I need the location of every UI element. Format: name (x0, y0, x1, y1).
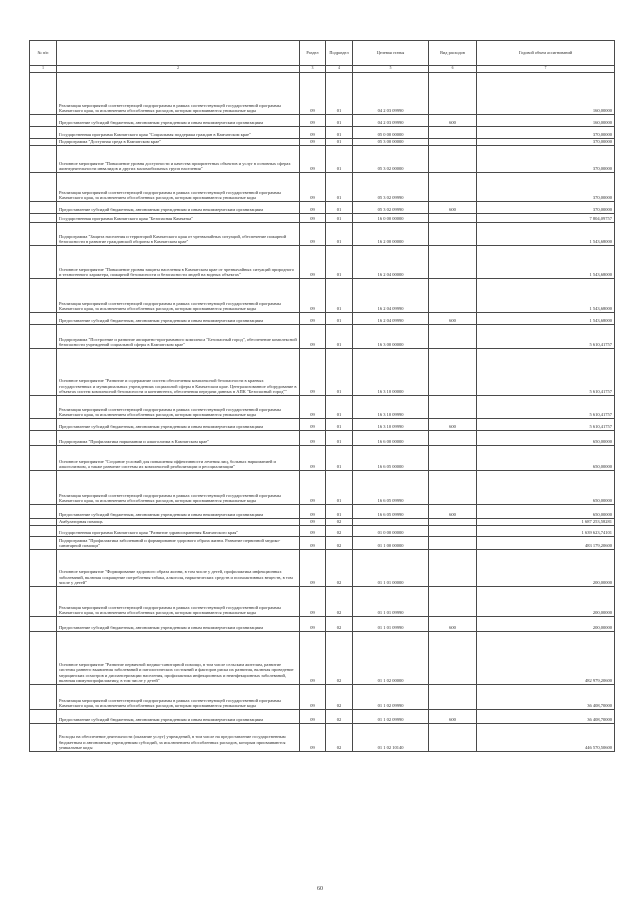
table-body (30, 73, 615, 752)
cell-num (30, 505, 57, 519)
cell-num (30, 446, 57, 471)
cell-target-item: 16 6 05 09990 (353, 471, 429, 505)
cell-expense-type (429, 431, 477, 446)
cell-expense-type: 600 (429, 710, 477, 724)
cell-subsection: 01 (326, 431, 353, 446)
cell-expense-type (429, 724, 477, 752)
table-row (30, 313, 615, 325)
header-target-item: Целевая статья (353, 41, 429, 66)
cell-name: Подпрограмма "Профилактика наркомании и алкоголизма в Камчатском крае" (57, 431, 300, 446)
cell-subsection: 02 (326, 587, 353, 617)
column-number: 6 (429, 66, 477, 73)
cell-subsection: 01 (326, 349, 353, 396)
table-row (30, 223, 615, 246)
cell-name: Основное мероприятие "Повышение уровня защиты населения в Камчатском крае от чрезвычайных ситуаций природного и техногенного характера, пожарной безопасности и безопасности людей на водных объектах" (57, 246, 300, 279)
cell-section: 09 (300, 313, 326, 325)
cell-num (30, 419, 57, 431)
cell-section: 09 (300, 431, 326, 446)
header-name (57, 41, 300, 66)
cell-target-item (353, 519, 429, 526)
cell-amount: 446 570,50600 (477, 724, 615, 752)
cell-target-item: 01 1 02 09990 (353, 685, 429, 710)
cell-expense-type (429, 214, 477, 223)
table-row (30, 710, 615, 724)
cell-subsection: 02 (326, 550, 353, 587)
cell-section: 09 (300, 685, 326, 710)
table-row (30, 214, 615, 223)
cell-expense-type (429, 446, 477, 471)
cell-target-item: 16 2 04 09990 (353, 313, 429, 325)
cell-num (30, 519, 57, 526)
cell-subsection: 02 (326, 617, 353, 632)
cell-name: Государственная программа Камчатского края "Социальная поддержка граждан в Камчатском крае" (57, 127, 300, 139)
cell-name: Основное мероприятие "Развитие первичной медико-санитарной помощи, в том числе сельским жителям, развитие системы раннего выявления заболеваний и патологических состояний и факторов риска их развития, включая проведение медицинских осмотров и диспансеризации населения, профилактика инфекционных и неинфекционных заболеваний, включая иммунопрофилактику, в том числе у детей" (57, 632, 300, 685)
cell-name: Предоставление субсидий бюджетным, автономным учреждениям и иным некоммерческим организациям (57, 202, 300, 214)
column-number: 1 (30, 66, 57, 73)
cell-subsection: 02 (326, 519, 353, 526)
table-header-row (30, 41, 615, 66)
cell-amount: 1 543,68000 (477, 279, 615, 313)
table-row (30, 724, 615, 752)
cell-subsection: 01 (326, 139, 353, 146)
cell-section: 09 (300, 279, 326, 313)
cell-num (30, 325, 57, 349)
cell-section: 09 (300, 349, 326, 396)
table-row (30, 115, 615, 127)
cell-name: Подпрограмма "Построение и развитие аппаратно-программного комплекса "Безопасный город", обеспечение комплексной безопасности учреждений социальной сферы в Камчатском крае" (57, 325, 300, 349)
header-section: Раздел (300, 41, 326, 66)
cell-subsection: 02 (326, 537, 353, 550)
table-row (30, 325, 615, 349)
cell-num (30, 73, 57, 115)
cell-name: Реализация мероприятий соответствующей подпрограммы в рамках соответствующей государственной программы Камчатского края, за исключением обособленных расходов, которым присваиваются уникальные коды (57, 587, 300, 617)
cell-amount: 5 610,41757 (477, 396, 615, 419)
table-row (30, 446, 615, 471)
cell-amount: 1 543,68000 (477, 223, 615, 246)
cell-section: 09 (300, 446, 326, 471)
cell-num (30, 202, 57, 214)
cell-num (30, 724, 57, 752)
cell-expense-type (429, 246, 477, 279)
cell-amount: 5 610,41757 (477, 419, 615, 431)
table-row (30, 127, 615, 139)
cell-name: Основное мероприятие "Формирование здорового образа жизни, в том числе у детей, профилактика инфекционных заболеваний, включая сокращение потребления табака, алкоголя, наркотических средств и психоактивных веществ, в том числе у детей" (57, 550, 300, 587)
cell-expense-type (429, 325, 477, 349)
page-number: 60 (317, 886, 323, 892)
table-row (30, 146, 615, 173)
cell-num (30, 223, 57, 246)
cell-expense-type: 600 (429, 617, 477, 632)
cell-section: 09 (300, 587, 326, 617)
table-row (30, 73, 615, 115)
cell-amount: 483 179,20600 (477, 537, 615, 550)
cell-target-item: 05 3 02 00000 (353, 146, 429, 173)
table-row (30, 202, 615, 214)
cell-amount: 650,00000 (477, 446, 615, 471)
cell-section: 09 (300, 471, 326, 505)
cell-subsection: 01 (326, 223, 353, 246)
cell-amount: 1 543,68000 (477, 313, 615, 325)
cell-section: 09 (300, 223, 326, 246)
cell-expense-type: 600 (429, 202, 477, 214)
cell-num (30, 396, 57, 419)
cell-subsection: 01 (326, 202, 353, 214)
cell-num (30, 685, 57, 710)
cell-name: Предоставление субсидий бюджетным, автономным учреждениям и иным некоммерческим организациям (57, 115, 300, 127)
cell-subsection: 01 (326, 446, 353, 471)
cell-subsection: 01 (326, 505, 353, 519)
table-row (30, 685, 615, 710)
cell-section: 09 (300, 617, 326, 632)
column-number: 7 (477, 66, 615, 73)
cell-amount: 370,00000 (477, 139, 615, 146)
cell-name: Предоставление субсидий бюджетным, автономным учреждениям и иным некоммерческим организациям (57, 505, 300, 519)
header-expense-type: Вид расходов (429, 41, 477, 66)
cell-num (30, 471, 57, 505)
table-row (30, 587, 615, 617)
cell-expense-type (429, 471, 477, 505)
cell-num (30, 139, 57, 146)
cell-num (30, 313, 57, 325)
header-num: № п/п (30, 41, 57, 66)
cell-target-item: 04 2 03 09990 (353, 115, 429, 127)
cell-section: 09 (300, 202, 326, 214)
cell-target-item: 05 3 02 09990 (353, 173, 429, 202)
cell-section: 09 (300, 115, 326, 127)
cell-num (30, 349, 57, 396)
cell-subsection: 02 (326, 724, 353, 752)
cell-name: Реализация мероприятий соответствующей подпрограммы в рамках соответствующей государственной программы Камчатского края, за исключением обособленных расходов, которым присваиваются уникальные коды (57, 173, 300, 202)
table-row (30, 519, 615, 526)
cell-expense-type: 600 (429, 313, 477, 325)
cell-subsection: 01 (326, 115, 353, 127)
cell-expense-type (429, 279, 477, 313)
cell-num (30, 526, 57, 537)
cell-expense-type (429, 632, 477, 685)
cell-expense-type (429, 519, 477, 526)
cell-subsection: 01 (326, 419, 353, 431)
cell-subsection: 02 (326, 685, 353, 710)
cell-subsection: 01 (326, 279, 353, 313)
cell-num (30, 587, 57, 617)
cell-subsection: 01 (326, 325, 353, 349)
column-number: 2 (57, 66, 300, 73)
cell-target-item: 01 0 00 00000 (353, 526, 429, 537)
cell-expense-type (429, 146, 477, 173)
cell-target-item: 16 2 04 00000 (353, 246, 429, 279)
cell-name: Подпрограмма "Доступная среда в Камчатском крае" (57, 139, 300, 146)
cell-amount: 200,00000 (477, 550, 615, 587)
cell-name: Реализация мероприятий соответствующей подпрограммы в рамках соответствующей государственной программы Камчатского края, за исключением обособленных расходов, которым присваиваются уникальные коды (57, 685, 300, 710)
table-row (30, 632, 615, 685)
cell-section: 09 (300, 419, 326, 431)
cell-target-item: 16 2 04 09990 (353, 279, 429, 313)
cell-subsection: 01 (326, 471, 353, 505)
cell-section: 09 (300, 396, 326, 419)
cell-amount: 482 979,20600 (477, 632, 615, 685)
cell-num (30, 617, 57, 632)
cell-subsection: 01 (326, 73, 353, 115)
table-row (30, 431, 615, 446)
cell-num (30, 115, 57, 127)
table-row (30, 139, 615, 146)
cell-target-item: 01 1 02 00000 (353, 632, 429, 685)
cell-amount: 1 687 253,58281 (477, 519, 615, 526)
table-row (30, 279, 615, 313)
cell-name: Государственная программа Камчатского края "Развитие здравоохранения Камчатского края" (57, 526, 300, 537)
cell-expense-type (429, 526, 477, 537)
cell-section: 09 (300, 173, 326, 202)
cell-expense-type (429, 550, 477, 587)
cell-amount: 650,00000 (477, 505, 615, 519)
cell-expense-type (429, 537, 477, 550)
cell-expense-type (429, 223, 477, 246)
cell-amount: 36 408,70000 (477, 710, 615, 724)
cell-name: Реализация мероприятий соответствующей подпрограммы в рамках соответствующей государственной программы Камчатского края, за исключением обособленных расходов, которым присваиваются уникальные коды (57, 73, 300, 115)
cell-num (30, 173, 57, 202)
cell-target-item: 01 1 00 00000 (353, 537, 429, 550)
cell-target-item: 16 0 00 00000 (353, 214, 429, 223)
cell-subsection: 02 (326, 710, 353, 724)
cell-amount: 650,00000 (477, 431, 615, 446)
cell-subsection: 01 (326, 396, 353, 419)
table-row (30, 173, 615, 202)
cell-section: 09 (300, 724, 326, 752)
cell-name: Расходы на обеспечение деятельности (оказание услуг) учреждений, в том числе на предоставление государственным бюджетным и автономным учреждениям субсидий, за исключением обособленных расходов, которым присваиваются уникальные коды (57, 724, 300, 752)
cell-target-item: 05 3 00 00000 (353, 139, 429, 146)
cell-num (30, 279, 57, 313)
cell-subsection: 02 (326, 632, 353, 685)
cell-target-item: 04 2 03 09990 (353, 73, 429, 115)
cell-num (30, 246, 57, 279)
cell-subsection: 01 (326, 246, 353, 279)
cell-name: Реализация мероприятий соответствующей подпрограммы в рамках соответствующей государственной программы Камчатского края, за исключением обособленных расходов, которым присваиваются уникальные коды (57, 471, 300, 505)
table-row (30, 419, 615, 431)
table-row (30, 617, 615, 632)
cell-section: 09 (300, 550, 326, 587)
cell-num (30, 214, 57, 223)
cell-num (30, 710, 57, 724)
cell-target-item: 05 0 00 00000 (353, 127, 429, 139)
cell-subsection: 02 (326, 526, 353, 537)
header-subsection: Подраздел (326, 41, 353, 66)
cell-section: 09 (300, 73, 326, 115)
cell-name: Подпрограмма "Профилактика заболеваний и формирование здорового образа жизни. Развитие первичной медико-санитарной помощи" (57, 537, 300, 550)
column-number-row (30, 66, 615, 73)
cell-expense-type (429, 139, 477, 146)
cell-target-item: 01 1 01 09990 (353, 617, 429, 632)
cell-amount: 7 804,09757 (477, 214, 615, 223)
cell-target-item: 01 1 01 00000 (353, 550, 429, 587)
cell-amount: 370,00000 (477, 127, 615, 139)
cell-target-item: 01 1 02 09990 (353, 710, 429, 724)
cell-amount: 160,00000 (477, 115, 615, 127)
cell-expense-type (429, 396, 477, 419)
cell-name: Основное мероприятие "Повышение уровня доступности и качества приоритетных объектов и услуг в основных сферах жизнедеятельности инвалидов и других маломобильных групп населения" (57, 146, 300, 173)
table-row (30, 526, 615, 537)
cell-amount: 5 610,41757 (477, 349, 615, 396)
cell-section: 09 (300, 246, 326, 279)
budget-table (29, 40, 615, 752)
cell-target-item: 16 6 05 09990 (353, 505, 429, 519)
table-row (30, 246, 615, 279)
cell-target-item: 05 3 02 09990 (353, 202, 429, 214)
cell-num (30, 127, 57, 139)
cell-expense-type (429, 127, 477, 139)
cell-target-item: 16 6 00 00000 (353, 431, 429, 446)
cell-name: Основное мероприятие "Создание условий для повышения эффективности лечения лиц, больных наркоманией и алкоголизмом, а также развитие системы их комплексной реабилитации и ресоциализации" (57, 446, 300, 471)
cell-section: 09 (300, 146, 326, 173)
cell-expense-type: 600 (429, 505, 477, 519)
cell-amount: 36 408,70000 (477, 685, 615, 710)
cell-subsection: 01 (326, 146, 353, 173)
cell-section: 09 (300, 519, 326, 526)
cell-subsection: 01 (326, 313, 353, 325)
cell-name: Предоставление субсидий бюджетным, автономным учреждениям и иным некоммерческим организациям (57, 617, 300, 632)
cell-expense-type (429, 349, 477, 396)
cell-subsection: 01 (326, 214, 353, 223)
column-number: 3 (300, 66, 326, 73)
cell-name: Реализация мероприятий соответствующей подпрограммы в рамках соответствующей государственной программы Камчатского края, за исключением обособленных расходов, которым присваиваются уникальные коды (57, 396, 300, 419)
cell-num (30, 632, 57, 685)
table-row (30, 349, 615, 396)
cell-section: 09 (300, 127, 326, 139)
cell-name: Государственная программа Камчатского края "Безопасная Камчатка" (57, 214, 300, 223)
cell-target-item: 16 2 00 00000 (353, 223, 429, 246)
cell-section: 09 (300, 214, 326, 223)
cell-amount: 370,00000 (477, 173, 615, 202)
cell-name: Предоставление субсидий бюджетным, автономным учреждениям и иным некоммерческим организациям (57, 313, 300, 325)
cell-section: 09 (300, 325, 326, 349)
cell-target-item: 16 3 00 00000 (353, 325, 429, 349)
cell-amount: 1 639 623,74101 (477, 526, 615, 537)
cell-expense-type: 600 (429, 419, 477, 431)
cell-section: 09 (300, 505, 326, 519)
cell-name: Предоставление субсидий бюджетным, автономным учреждениям и иным некоммерческим организациям (57, 419, 300, 431)
cell-target-item: 16 3 10 09990 (353, 419, 429, 431)
cell-target-item: 16 3 10 00000 (353, 349, 429, 396)
cell-num (30, 550, 57, 587)
cell-expense-type (429, 587, 477, 617)
cell-subsection: 01 (326, 173, 353, 202)
column-number: 4 (326, 66, 353, 73)
table-row (30, 537, 615, 550)
cell-expense-type: 600 (429, 115, 477, 127)
header-amount: Годовой объем ассигнований (477, 41, 615, 66)
cell-section: 09 (300, 710, 326, 724)
cell-amount: 370,00000 (477, 202, 615, 214)
cell-section: 09 (300, 632, 326, 685)
column-number: 5 (353, 66, 429, 73)
cell-name: Основное мероприятие "Развитие и содержание систем обеспечения комплексной безопасности в краевых государственных и муниципальных учреждениях социальной сферы в Камчатском крае. Централизованное оборудование в объектах систем комплексной безопасности и контингента, обеспечения передачи данных в АПК "Безопасный город"" (57, 349, 300, 396)
cell-expense-type (429, 173, 477, 202)
table-row (30, 396, 615, 419)
cell-target-item: 01 1 01 09990 (353, 587, 429, 617)
cell-section: 09 (300, 537, 326, 550)
cell-name: Подпрограмма "Защита населения и территорий Камчатского края от чрезвычайных ситуаций, обеспечение пожарной безопасности в развитие гражданской обороны в Камчатском крае" (57, 223, 300, 246)
cell-expense-type (429, 685, 477, 710)
cell-expense-type (429, 73, 477, 115)
cell-section: 09 (300, 526, 326, 537)
cell-num (30, 537, 57, 550)
cell-section: 09 (300, 139, 326, 146)
cell-amount: 1 543,68000 (477, 246, 615, 279)
cell-num (30, 431, 57, 446)
cell-name: Предоставление субсидий бюджетным, автономным учреждениям и иным некоммерческим организациям (57, 710, 300, 724)
cell-amount: 160,00000 (477, 73, 615, 115)
cell-name: Реализация мероприятий соответствующей подпрограммы в рамках соответствующей государственной программы Камчатского края, за исключением обособленных расходов, которым присваиваются уникальные коды (57, 279, 300, 313)
cell-num (30, 146, 57, 173)
cell-target-item: 16 6 05 00000 (353, 446, 429, 471)
cell-subsection: 01 (326, 127, 353, 139)
table-row (30, 550, 615, 587)
table-row (30, 505, 615, 519)
table-row (30, 471, 615, 505)
cell-amount: 650,00000 (477, 471, 615, 505)
cell-amount: 200,00000 (477, 617, 615, 632)
cell-amount: 200,00000 (477, 587, 615, 617)
cell-amount: 5 610,41757 (477, 325, 615, 349)
cell-target-item: 01 1 02 10140 (353, 724, 429, 752)
cell-amount: 370,00000 (477, 146, 615, 173)
cell-name: Амбулаторная помощь (57, 519, 300, 526)
cell-target-item: 16 3 10 09990 (353, 396, 429, 419)
